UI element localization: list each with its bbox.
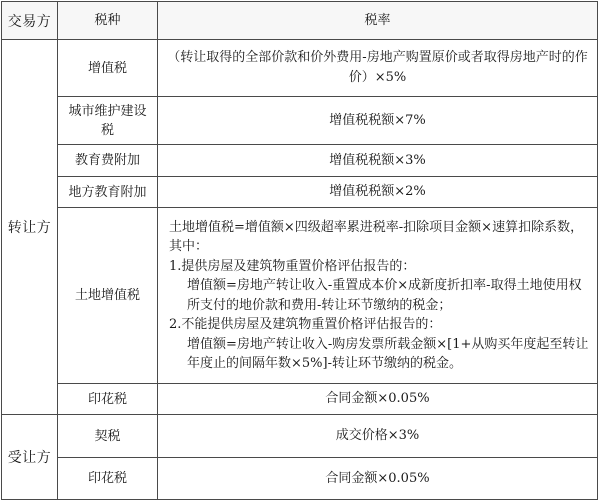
tax-rate: （转让取得的全部价款和价外费用-房地产购置原价或者取得房地产时的作价）×5% [158,40,598,97]
tax-name: 印花税 [58,458,158,500]
party-buyer: 受让方 [2,415,58,500]
table-row [2,415,598,458]
formula-line: 土地增值税=增值额×四级超率累进税率-扣除项目金额×速算扣除系数，其中： [169,219,584,254]
header-party: 交易方 [2,2,58,40]
header-row [2,2,598,40]
table-row [2,384,598,415]
table-row [2,177,598,208]
table-row [2,40,598,97]
table-row [2,458,598,500]
tax-rate: 成交价格×3% [158,415,598,458]
tax-name: 地方教育附加 [58,177,158,208]
formula-line: 增值额=房地产转让收入-购房发票所载金额×[1+从购买年度起至转让年度止的间隔年数×5%]-转让环节缴纳的税金。 [187,336,589,371]
formula-line: 增值额=房地产转让收入-重置成本价×成新度折扣率-取得土地使用权所支付的地价款和费用-转让环节缴纳的税金； [187,278,582,313]
tax-name: 土地增值税 [58,208,158,384]
tax-rate-table [1,1,598,500]
formula-line: 1.提供房屋及建筑物重置价格评估报告的： [169,258,416,274]
tax-name: 增值税 [58,40,158,97]
tax-name: 教育费附加 [58,145,158,177]
header-tax-rate: 税率 [158,2,598,40]
tax-name: 印花税 [58,384,158,415]
party-seller: 转让方 [2,40,58,415]
header-tax-type: 税种 [58,2,158,40]
tax-rate: 合同金额×0.05% [158,458,598,500]
tax-rate: 增值税税额×2% [158,177,598,208]
formula-line: 2.不能提供房屋及建筑物重置价格评估报告的： [169,317,442,332]
table-row [2,208,598,384]
tax-name: 城市维护建设税 [58,97,158,145]
tax-rate: 合同金额×0.05% [158,384,598,415]
table-row [2,97,598,145]
land-vat-formula [158,208,598,384]
tax-rate: 增值税税额×7% [158,97,598,145]
tax-rate: 增值税税额×3% [158,145,598,177]
tax-name: 契税 [58,415,158,458]
table-row [2,145,598,177]
